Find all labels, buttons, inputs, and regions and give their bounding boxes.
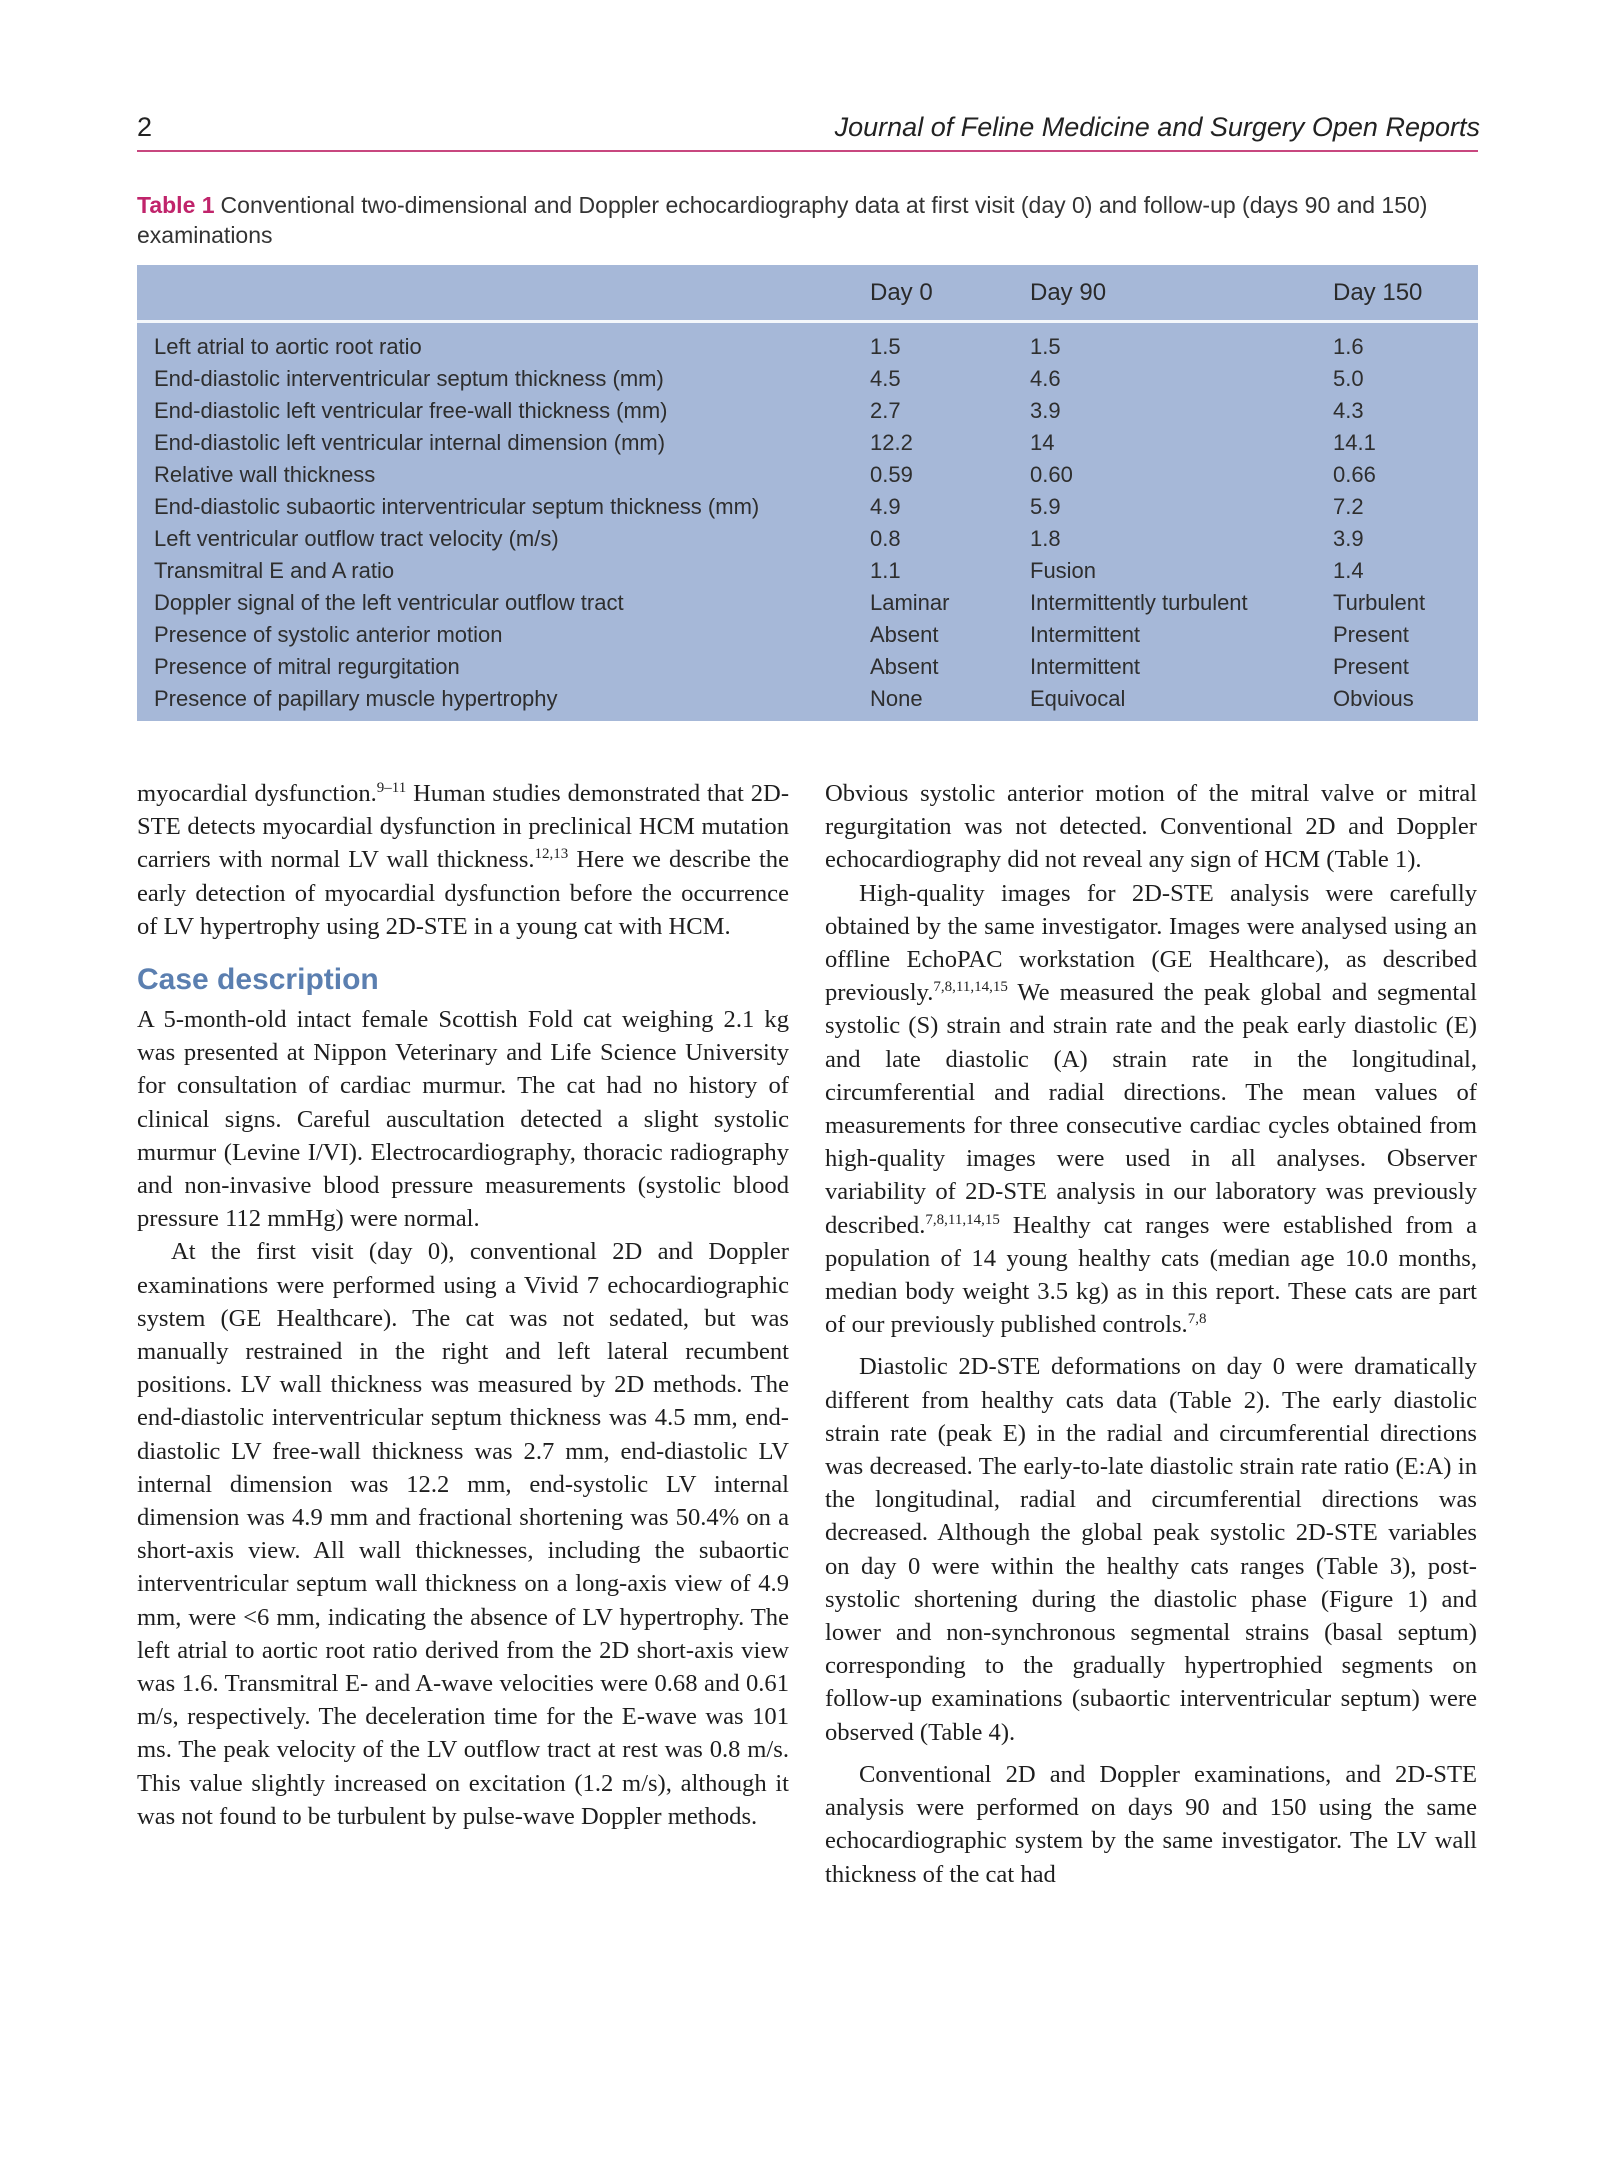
left-text-column xyxy=(137,777,789,1833)
column-header-day-150: Day 150 xyxy=(1333,279,1423,306)
page-number: 2 xyxy=(137,112,153,142)
table-row xyxy=(137,459,1478,491)
cell-day-0: Absent xyxy=(870,654,939,679)
cell-day-150: 3.9 xyxy=(1333,526,1364,551)
table-header-divider xyxy=(137,320,1478,323)
row-label: Doppler signal of the left ventricular outflow tract xyxy=(154,590,624,615)
table-row xyxy=(137,683,1478,715)
text-run: We measured the peak global and segmental systolic (S) strain and strain rate and the peak early diastolic (E) and late diastolic (A) strain rate in the longitudinal, circumferential and radial directions. The mean values of measurements for three consecutive cardiac cycles obtained from high-quality images were used in all analyses. Observer variability of 2D-STE analysis in our laboratory was previously described. xyxy=(825,979,1477,1239)
column-header-day-0: Day 0 xyxy=(870,279,933,306)
paragraph: Conventional 2D and Doppler examinations, and 2D-STE analysis were performed on days 90 and 150 using the same echocardiographic system by the same investigator. The LV wall thickness of the cat had xyxy=(825,1760,1477,1888)
table-caption xyxy=(137,190,1467,250)
cell-day-150: Present xyxy=(1333,622,1409,647)
paragraph: Diastolic 2D-STE deformations on day 0 were dramatically different from healthy cats data (Table 2). The early diastolic strain rate (peak E) in the radial and circumferential directions was decreased. The early-to-late diastolic strain rate ratio (E:A) in the longitudinal, radial and circumferential directions was decreased. Although the global peak systolic 2D-STE variables on day 0 were within the healthy cats ranges (Table 3), post-systolic shortening during the diastolic phase (Figure 1) and lower and non-synchronous segmental strains (basal septum) corresponding to the gradually hypertrophied segments on follow-up examinations (subaortic interventricular septum) were observed (Table 4). xyxy=(825,1353,1477,1746)
section-heading: Case description xyxy=(137,963,379,997)
cell-day-150: 5.0 xyxy=(1333,366,1364,391)
cell-day-0: None xyxy=(870,686,923,711)
cell-day-0: 0.8 xyxy=(870,526,901,551)
row-label: Presence of mitral regurgitation xyxy=(154,654,460,679)
cell-day-90: Fusion xyxy=(1030,558,1097,583)
cell-day-150: Turbulent xyxy=(1333,590,1426,615)
cell-day-0: Laminar xyxy=(870,590,950,615)
row-label: Left ventricular outflow tract velocity (m/s) xyxy=(154,526,559,551)
cell-day-150: 1.4 xyxy=(1333,558,1364,583)
citation: 9–11 xyxy=(376,780,407,796)
text-run: myocardial dysfunction. xyxy=(137,780,377,807)
cell-day-150: 0.66 xyxy=(1333,462,1376,487)
table-row xyxy=(137,651,1478,683)
citation: 7,8,11,14,15 xyxy=(925,1211,1000,1228)
cell-day-150: Obvious xyxy=(1333,686,1414,711)
cell-day-90: 1.8 xyxy=(1030,526,1061,551)
paragraph: At the first visit (day 0), conventional 2D and Doppler examinations were performed using a Vivid 7 echocardiographic system (GE Healthcare). The cat was not sedated, but was manually restrained in the right and left lateral recumbent positions. LV wall thickness was measured by 2D methods. The end-diastolic interventricular septum thickness was 4.5 mm, end-diastolic LV free-wall thickness was 2.7 mm, end-diastolic LV internal dimension was 12.2 mm, end-systolic LV internal dimension was 4.9 mm and fractional shortening was 50.4% on a short-axis view. All wall thicknesses, including the subaortic interventricular septum wall thickness on a long-axis view of 4.9 mm, were <6 mm, indicating the absence of LV hypertrophy. The left atrial to aortic root ratio derived from the 2D short-axis view was 1.6. Transmitral E- and A-wave velocities were 0.68 and 0.61 m/s, respectively. The deceleration time for the E-wave was 101 ms. The peak velocity of the LV outflow tract at rest was 0.8 m/s. This value slightly increased on excitation (1.2 m/s), although it was not found to be turbulent by pulse-wave Doppler methods. xyxy=(137,1238,789,1830)
cell-day-0: 0.59 xyxy=(870,462,913,487)
cell-day-0: 2.7 xyxy=(870,398,901,423)
table-row xyxy=(137,331,1478,363)
citation: 7,8,11,14,15 xyxy=(933,979,1008,996)
paragraph: A 5-month-old intact female Scottish Fold cat weighing 2.1 kg was presented at Nippon Veterinary and Life Science University for consultation of cardiac murmur. The cat had no history of clinical signs. Careful auscultation detected a slight systolic murmur (Levine I/VI). Electrocardiography, thoracic radiography and non-invasive blood pressure measurements (systolic blood pressure 112 mmHg) were normal. xyxy=(137,1006,789,1233)
paragraph: Obvious systolic anterior motion of the mitral valve or mitral regurgitation was not detected. Conventional 2D and Doppler echocardiography did not reveal any sign of HCM (Table 1). xyxy=(825,780,1477,874)
cell-day-90: 3.9 xyxy=(1030,398,1061,423)
row-label: Left atrial to aortic root ratio xyxy=(154,334,422,359)
right-text-column xyxy=(825,777,1477,1891)
echo-data-table xyxy=(137,265,1478,721)
citation: 12,13 xyxy=(534,846,569,863)
table-row xyxy=(137,395,1478,427)
row-label: Presence of papillary muscle hypertrophy xyxy=(154,686,558,711)
table-row xyxy=(137,427,1478,459)
cell-day-0: 4.9 xyxy=(870,494,901,519)
cell-day-90: Intermittent xyxy=(1030,622,1141,647)
cell-day-90: 0.60 xyxy=(1030,462,1073,487)
paragraph xyxy=(137,777,789,943)
table-row xyxy=(137,491,1478,523)
row-label: End-diastolic left ventricular free-wall thickness (mm) xyxy=(154,398,668,423)
cell-day-90: 14 xyxy=(1030,430,1055,455)
row-label: Relative wall thickness xyxy=(154,462,376,487)
cell-day-150: 7.2 xyxy=(1333,494,1364,519)
cell-day-90: Equivocal xyxy=(1030,686,1126,711)
text-run: Here we describe the early detection of myocardial dysfunction before the occurrence of LV hypertrophy using 2D-STE in a young cat with HCM. xyxy=(137,846,789,940)
table-header-row xyxy=(137,265,1478,320)
text-run: Human studies demonstrated that 2D-STE detects myocardial dysfunction in preclinical HCM mutation carriers with normal LV wall thickness. xyxy=(137,780,790,874)
column-header-day-90: Day 90 xyxy=(1030,279,1107,306)
text-run: High-quality images for 2D-STE analysis were carefully obtained by the same investigator. Images were analysed using an offline EchoPAC workstation (GE Healthcare), as described previously. xyxy=(825,879,1477,1007)
paragraph xyxy=(825,877,1477,1342)
cell-day-0: Absent xyxy=(870,622,939,647)
table-body xyxy=(137,331,1478,715)
header-rule xyxy=(137,150,1478,152)
cell-day-90: 5.9 xyxy=(1030,494,1061,519)
table-row xyxy=(137,619,1478,651)
cell-day-150: 4.3 xyxy=(1333,398,1364,423)
table-row xyxy=(137,523,1478,555)
cell-day-90: Intermittent xyxy=(1030,654,1141,679)
table-label: Table 1 xyxy=(137,192,215,218)
text-run: Healthy cat ranges were established from a population of 14 young healthy cats (median age 10.0 months, median body weight 3.5 kg) as in this report. These cats are part of our previously published controls. xyxy=(825,1211,1477,1339)
cell-day-90: 1.5 xyxy=(1030,334,1061,359)
table-row xyxy=(137,363,1478,395)
cell-day-0: 1.1 xyxy=(870,558,901,583)
cell-day-90: Intermittently turbulent xyxy=(1030,590,1248,615)
cell-day-150: 14.1 xyxy=(1333,430,1376,455)
cell-day-90: 4.6 xyxy=(1030,366,1061,391)
row-label: End-diastolic left ventricular internal dimension (mm) xyxy=(154,430,666,455)
row-label: Presence of systolic anterior motion xyxy=(154,622,503,647)
cell-day-0: 4.5 xyxy=(870,366,901,391)
row-label: Transmitral E and A ratio xyxy=(154,558,395,583)
table-row xyxy=(137,555,1478,587)
cell-day-0: 1.5 xyxy=(870,334,901,359)
row-label: End-diastolic interventricular septum thickness (mm) xyxy=(154,366,664,391)
row-label: End-diastolic subaortic interventricular septum thickness (mm) xyxy=(154,494,760,519)
cell-day-0: 12.2 xyxy=(870,430,913,455)
table-caption-text: Conventional two-dimensional and Doppler echocardiography data at first visit (day 0) and follow-up (days 90 and 150) examinations xyxy=(137,192,1428,248)
cell-day-150: Present xyxy=(1333,654,1409,679)
cell-day-150: 1.6 xyxy=(1333,334,1364,359)
table-row xyxy=(137,587,1478,619)
citation: 7,8 xyxy=(1187,1311,1207,1328)
journal-title: Journal of Feline Medicine and Surgery Open Reports xyxy=(834,112,1480,142)
